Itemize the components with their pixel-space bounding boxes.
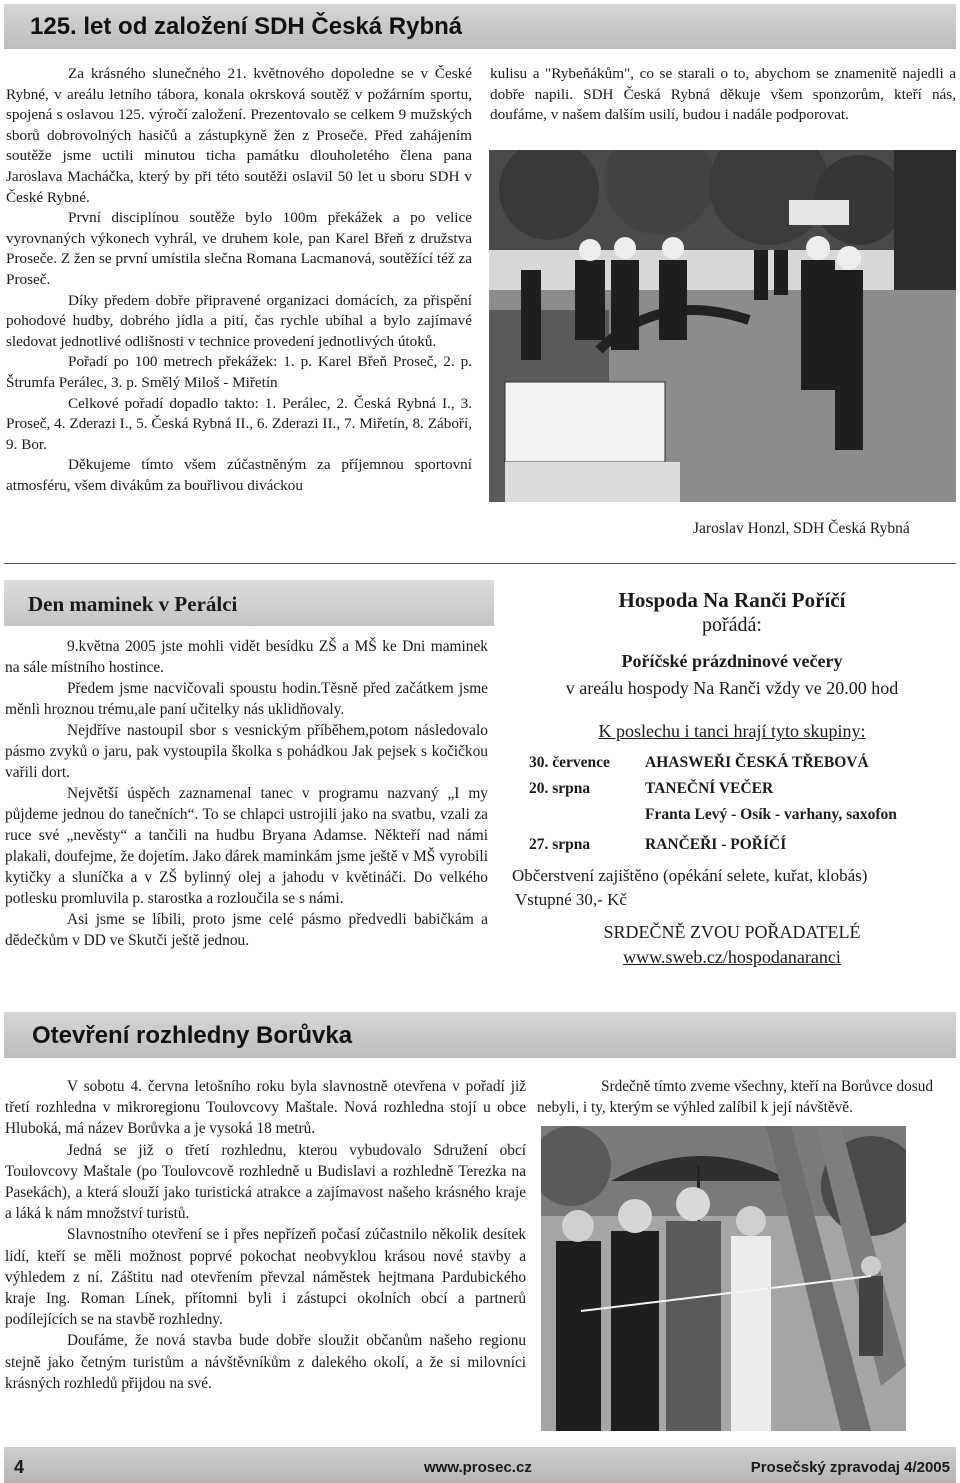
paragraph: Celkové pořadí dopadlo takto: 1. Perálec, 2. Česká Rybná I., 3. Proseč, 4. Zderazi I., 5. Česká Rybná II., 6. Zderazi II., 7. Miřetín, 8. Záboří, 9. Bor. [6,394,472,453]
ad-schedule-row [509,806,955,836]
ad-entry: Vstupné 30,- Kč [515,890,627,909]
ad-group: AHASWEŘI ČESKÁ TŘEBOVÁ [645,754,869,771]
ad-group: TANEČNÍ VEČER [645,780,774,797]
paragraph: Za krásného slunečného 21. květnového dopoledne se v České Rybné, v areálu letního tábora, konala okrsková soutěž v požárním sportu, spojená s oslavou 125. výročí založení. Prezentovalo se celkem 9 mužských sborů dobrovolných hasičů a zástupkyně žen z Proseče. Před zahájením soutěže jsme uctili minutou ticha památku dlouholetého člena pana Jaroslava Macháčka, který by při této soutěži oslavil 50 let u sboru SDH v České Rybné. [6,65,472,206]
section-title-den-maminek: Den maminek v Perálci [4,580,494,626]
ad-listen: K poslechu i tanci hrají tyto skupiny: [598,721,866,741]
article-rozhledna-right-text [537,1076,956,1118]
section-title-sdh: 125. let od založení SDH Česká Rybná [4,4,956,49]
paragraph: Děkujeme tímto všem zúčastněným za příjemnou sportovní atmosféru, všem divákům za bouřlivou diváckou [6,456,472,494]
article-den-maminek-text [5,636,488,951]
firefighters-photo [489,150,956,502]
paragraph: Asi jsme se líbili, proto jsme celé pásmo předvedli babičkám a dědečkům v DD ve Skutči ještě jednou. [5,911,488,949]
paragraph: Pořadí po 100 metrech překážek: 1. p. Karel Břeň Proseč, 2. p. Štrumfa Perálec, 3. p. Smělý Miloš - Miřetín [6,353,472,391]
ad-schedule-row [509,754,955,780]
ad-group: RANČEŘI - POŘÍČÍ [645,836,787,853]
section-title-rozhledna: Otevření rozhledny Borůvka [4,1012,956,1058]
paragraph: Díky předem dobře připravené organizaci domácích, za přispění pohodové hudby, dobrého jídla a pití, čas rychle ubíhal a bylo zajímavé sledovat jednotlivé odlišnosti v technice provedení jednotlivých útoků. [6,291,472,350]
article-sdh-right-text [490,64,956,126]
ribbon-cutting-photo [541,1126,906,1431]
page-number: 4 [14,1457,25,1477]
paragraph: Slavnostního otevření se i přes nepřízeň počasí zúčastnilo několik desítek lidí, kteří se měli možnost poprvé pokochat neobvyklou krásou nové stavby a výhledem z ní. Záštitu nad otevřením převzal náměstek hejtmana Pardubického kraje Ing. Roman Línek, přítomni byli i zástupci okolních obcí a partnerů podílejících se na stavbě rozhledny. [5,1226,526,1329]
ad-date: 30. července [529,754,610,771]
divider [4,563,956,564]
page-footer [4,1447,956,1483]
ad-event-name: Poříčské prázdninové večery [621,651,843,671]
article-sdh-text [6,64,472,496]
ad-subtitle: pořádá: [702,614,762,636]
footer-website-link[interactable]: www.prosec.cz [424,1459,532,1476]
ad-greeting: SRDEČNĚ ZVOU POŘADATELÉ [603,922,861,942]
paragraph: V sobotu 4. června letošního roku byla slavnostně otevřena v pořadí již třetí rozhledna v mikroregionu Toulovcovy Maštale. Nová rozhledna stojí u obce Hluboká, má název Borůvka a je vysoká 18 metrů. [5,1078,526,1138]
article-rozhledna-text [5,1076,526,1394]
issue-label: Prosečský zpravodaj 4/2005 [750,1459,950,1476]
ad-schedule-row [509,836,955,866]
paragraph: Srdečně tímto zveme všechny, kteří na Borůvce dosud nebyli, i ty, kterým se výhled zalíbil k její návštěvě. [537,1078,934,1116]
paragraph: Největší úspěch zaznamenal tanec v programu nazvaný „I my půjdeme jednou do tanečních“. To se chlapci ustrojili jako na svatbu, vzali za ruce své „nevěsty“ a tančili na hudbu Bryana Adamse. Někteří nad námi plakali, doufejme, že dojetím. Jako dárek maminkám jsme ještě v MŠ vyrobili kytičky a sluníčka a v ZŠ bylinný olej a jahodu v květináči. Do velkého potlesku promluvila p. starostka a rozloučila se s námi. [5,785,488,907]
ad-date: 20. srpna [529,780,591,797]
ad-where: v areálu hospody Na Ranči vždy ve 20.00 hod [565,678,899,698]
photo-caption: Jaroslav Honzl, SDH Česká Rybná [693,520,910,537]
paragraph: Doufáme, že nová stavba bude dobře sloužit občanům našeho regionu stejně jako četným turistům a návštěvníkům z dalekého okolí, a že si milovníci krásných rozhledů přijdou na své. [5,1332,526,1392]
paragraph: Nejdříve nastoupil sbor s vesnickým příběhem,potom následovalo pásmo zvyků o jaru, pak vystoupila školka s pohádkou Jak pejsek s kočičkou vařili dort. [5,722,488,781]
paragraph: 9.května 2005 jste mohli vidět besídku ZŠ a MŠ ke Dni maminek na sále místního hostince. [5,638,488,676]
paragraph: kulisu a "Rybeňákům", co se starali o to, abychom se znamenitě najedli a dobře napili. SDH Česká Rybná děkuje všem sponzorům, kteří nás, doufáme, v našem dalším usilí, budou i nadále podporovat. [490,65,956,124]
paragraph: Jedná se již o třetí rozhlednu, kterou vybudovalo Sdružení obcí Toulovcovy Maštale (po Toulovcově rozhledně u Budislavi a rozhledně Terezka na Pasekách), a která slouží jako turistická atrakce a zajímavost našeho krásného kraje a láká k nám množství turistů. [5,1141,526,1223]
ad-schedule-row [509,780,955,806]
ad-url-link[interactable]: www.sweb.cz/hospodanaranci [623,947,841,967]
ad-refreshments: Občerstvení zajištěno (opékání selete, kuřat, klobás) [512,866,868,885]
paragraph: První disciplínou soutěže bylo 100m překážek a po velice vyrovnaných výkonech vyhrál, ve druhem kole, pan Karel Břeň z družstva Proseče. Z žen se první umístila slečna Romana Lacmanová, soutěžící též za Proseč. [6,209,472,288]
ad-title: Hospoda Na Ranči Poříčí [618,588,846,612]
ad-hospoda [509,578,955,998]
paragraph: Předem jsme nacvičovali spoustu hodin.Těsně před začátkem jsme měnli hroznou trému,ale paní učitelky nás uklidňovaly. [5,680,488,718]
ad-date: 27. srpna [529,836,591,853]
ad-group: Franta Levý - Osík - varhany, saxofon [645,806,897,823]
